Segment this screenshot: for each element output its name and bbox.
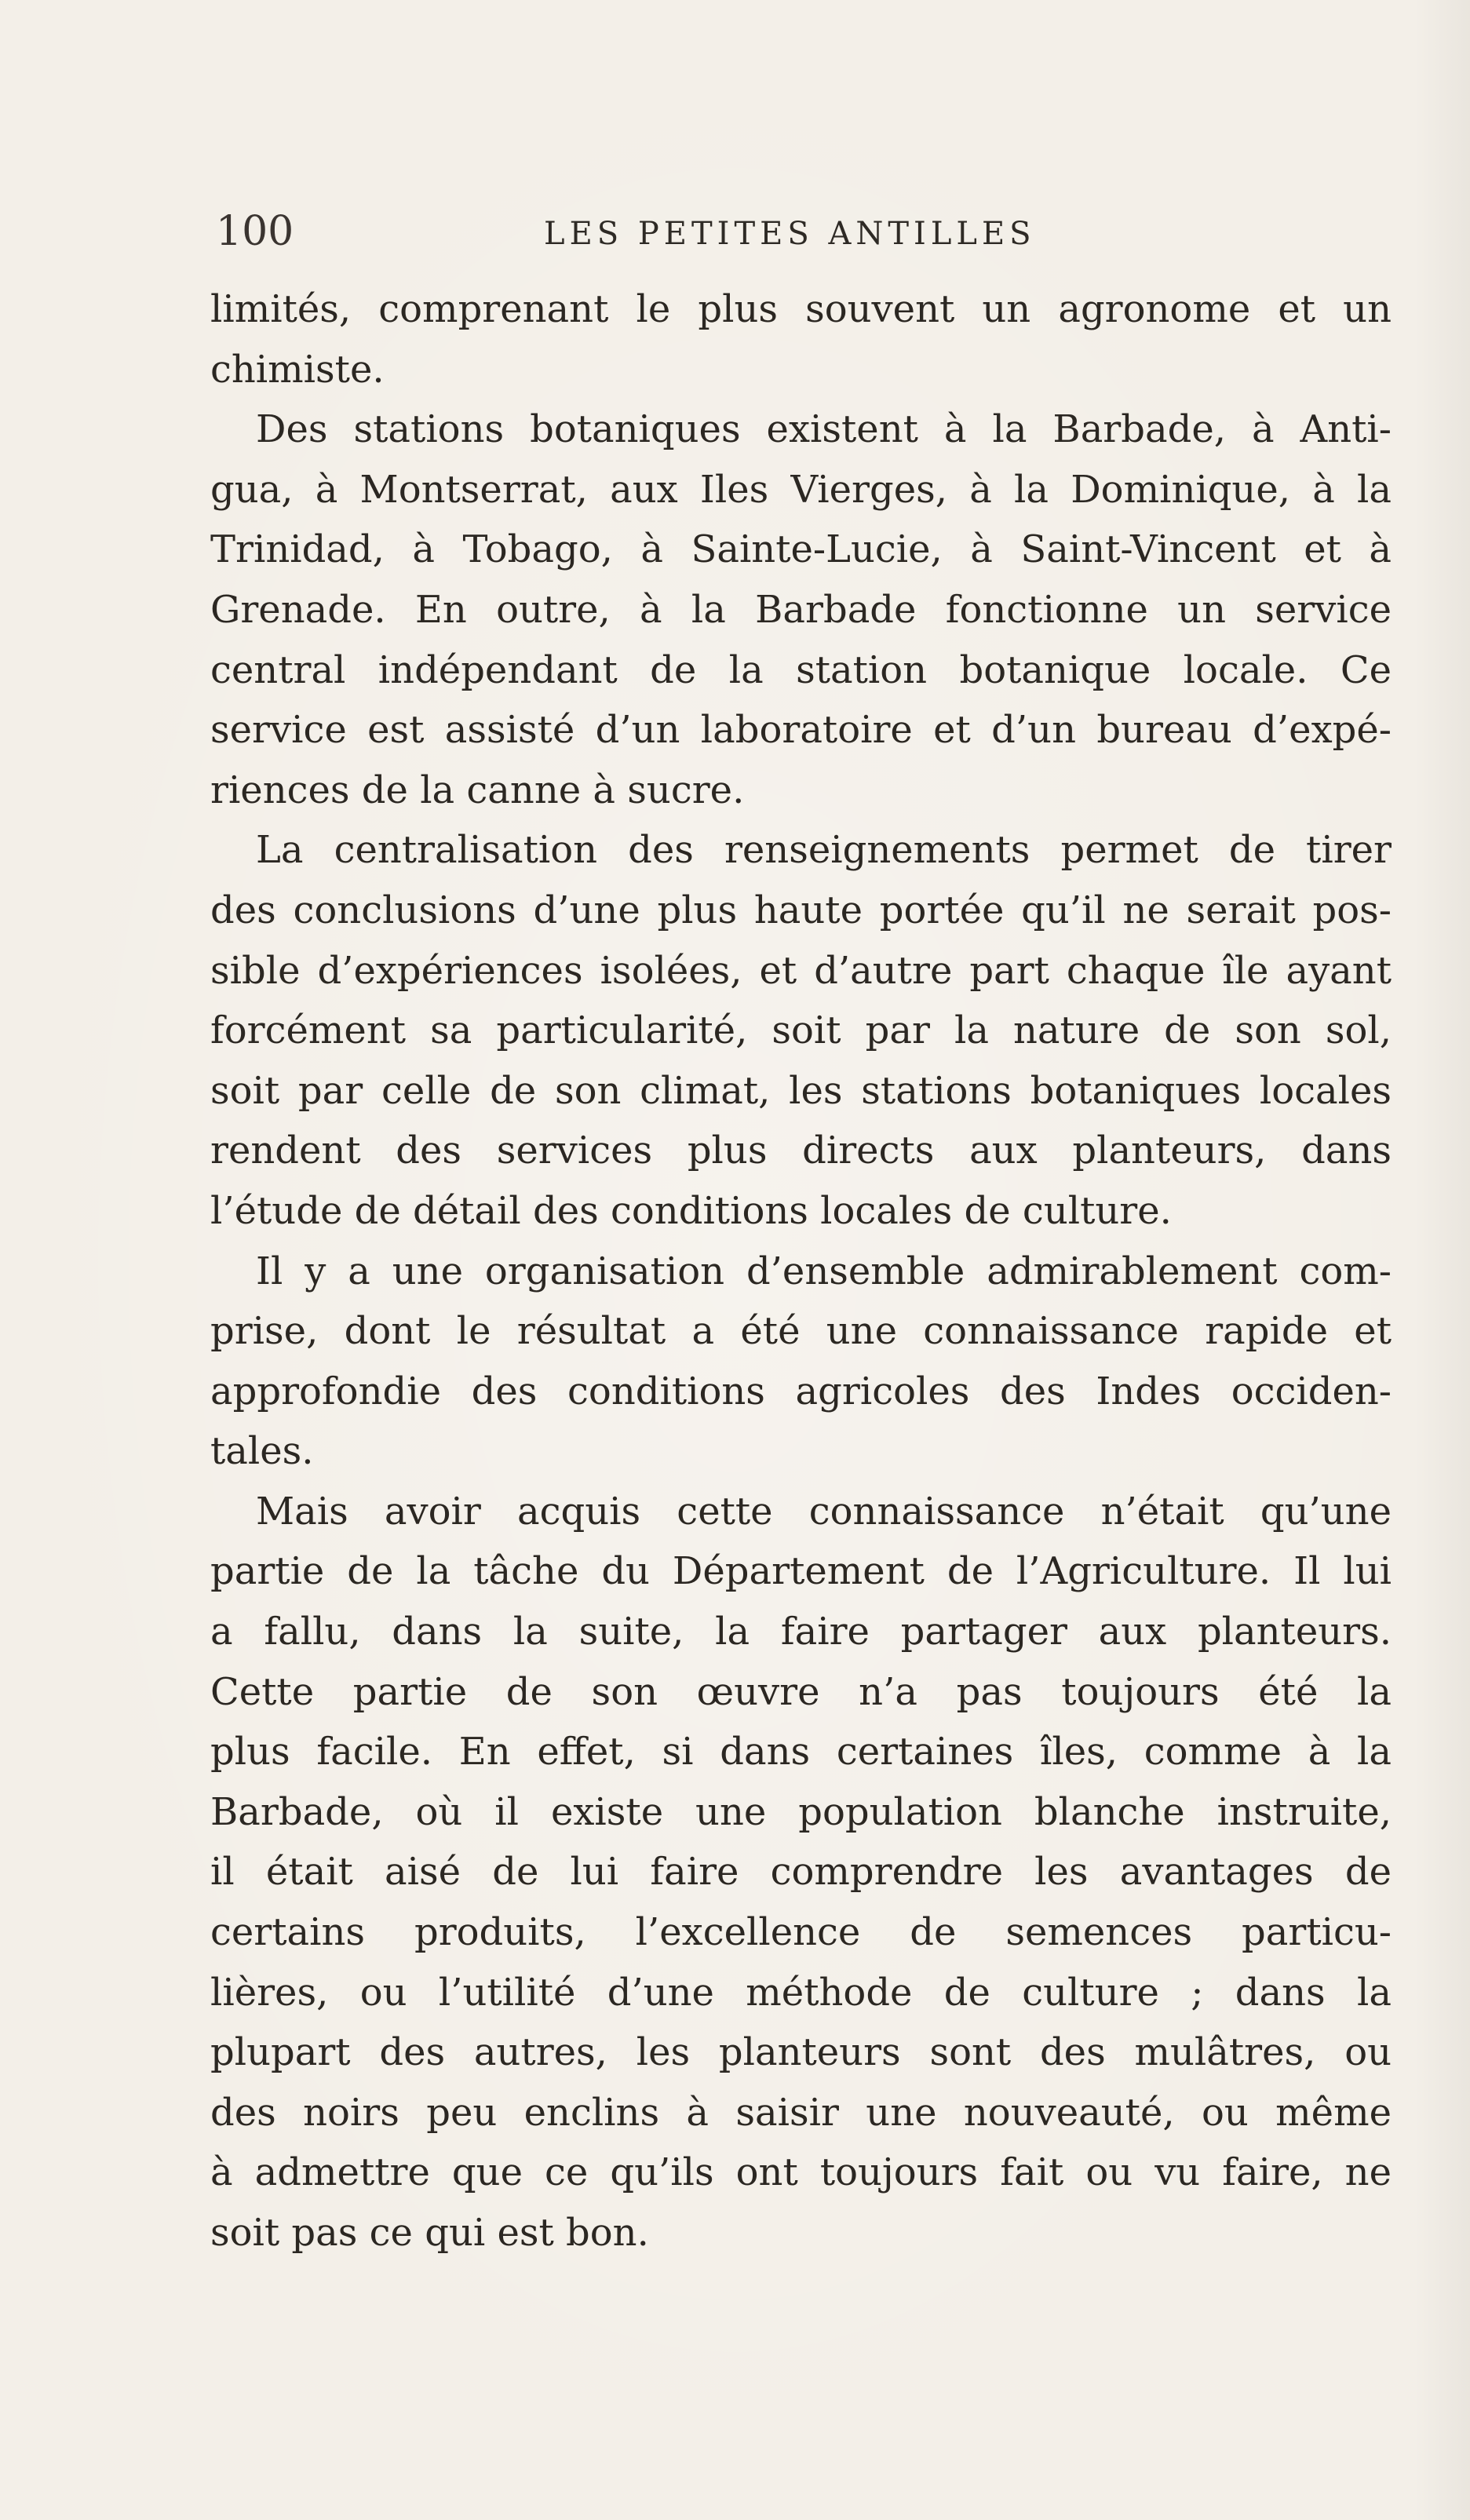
text-line: central indépendant de la station botanique locale. Ce [210, 647, 1392, 692]
text-line: à admettre que ce qu’ils ont toujours fait ou vu faire, ne [210, 2150, 1392, 2195]
text-line: service est assisté d’un laboratoire et d’un bureau d’expé- [210, 708, 1392, 753]
text-line: partie de la tâche du Département de l’Agriculture. Il lui [210, 1549, 1392, 1594]
text-line: certains produits, l’excellence de semences particu- [210, 1910, 1392, 1955]
text-line: Des stations botaniques existent à la Barbade, à Anti- [256, 407, 1392, 452]
text-line: des conclusions d’une plus haute portée qu’il ne serait pos- [210, 888, 1392, 932]
page-edge-shadow [1415, 0, 1470, 2520]
running-title: LES PETITES ANTILLES [544, 216, 1036, 252]
text-line: soit pas ce qui est bon. [210, 2211, 649, 2255]
page-number: 100 [216, 208, 294, 255]
text-line: plupart des autres, les planteurs sont des mulâtres, ou [210, 2030, 1392, 2075]
text-line: rendent des services plus directs aux planteurs, dans [210, 1129, 1392, 1173]
text-line: des noirs peu enclins à saisir une nouveauté, ou même [210, 2090, 1392, 2135]
text-line: gua, à Montserrat, aux Iles Vierges, à la Dominique, à la [210, 467, 1392, 512]
page-header [216, 206, 1393, 261]
text-line: riences de la canne à sucre. [210, 768, 745, 812]
text-line: Barbade, où il existe une population blanche instruite, [210, 1789, 1392, 1834]
text-line: Mais avoir acquis cette connaissance n’était qu’une [256, 1489, 1392, 1534]
text-line: il était aisé de lui faire comprendre les avantages de [210, 1850, 1392, 1895]
text-line: forcément sa particularité, soit par la nature de son sol, [210, 1008, 1392, 1053]
text-line: limités, comprenant le plus souvent un agronome et un [210, 287, 1392, 331]
text-line: chimiste. [210, 347, 385, 392]
text-line: a fallu, dans la suite, la faire partager aux planteurs. [210, 1610, 1392, 1654]
text-line: l’étude de détail des conditions locales de culture. [210, 1188, 1172, 1233]
text-line: sible d’expériences isolées, et d’autre part chaque île ayant [210, 948, 1392, 993]
text-line: Grenade. En outre, à la Barbade fonctionne un service [210, 587, 1392, 632]
text-line: soit par celle de son climat, les stations botaniques locales [210, 1068, 1392, 1113]
text-line: Cette partie de son œuvre n’a pas toujours été la [210, 1669, 1392, 1714]
text-line: lières, ou l’utilité d’une méthode de culture ; dans la [210, 1970, 1392, 2015]
body-text [210, 279, 1392, 2263]
text-line: plus facile. En effet, si dans certaines îles, comme à la [210, 1730, 1392, 1774]
text-line: tales. [210, 1429, 314, 1474]
text-line: prise, dont le résultat a été une connaissance rapide et [210, 1309, 1392, 1354]
text-line: approfondie des conditions agricoles des Indes occiden- [210, 1369, 1392, 1413]
text-line: La centralisation des renseignements permet de tirer [256, 828, 1392, 873]
text-line: Trinidad, à Tobago, à Sainte-Lucie, à Saint-Vincent et à [210, 527, 1392, 572]
text-line: Il y a une organisation d’ensemble admirablement com- [256, 1249, 1392, 1293]
